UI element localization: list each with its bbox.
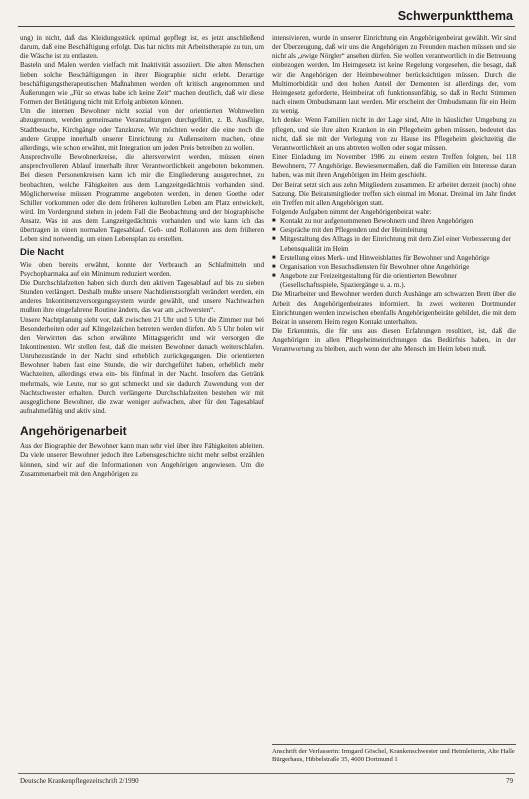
paragraph: Wie oben bereits erwähnt, konnte der Verbrauch an Schlafmitteln und Psychopharmaka auf ein Minimum reduziert werden. <box>20 260 264 278</box>
list-item: ■ Erstellung eines Merk- und Hinweisblattes für Bewohner und Angehörige <box>272 254 516 263</box>
author-address: Anschrift der Verfasserin: Irmgard Göschel, Krankenschwester und Heimleiterin, Alte Halle Bürgerhaus, Hibbelstraße 35, 4600 Dortmund 1 <box>272 744 516 765</box>
paragraph: Folgende Aufgaben nimmt der Angehörigenbeirat wahr: <box>272 207 432 216</box>
footer-rule <box>18 773 515 774</box>
list-item: ■ Organisation von Besuchsdiensten für Bewohner ohne Angehörige <box>272 263 516 272</box>
left-column <box>20 34 264 479</box>
page-number: 79 <box>506 777 513 785</box>
paragraph: Die Durchschlafzeiten haben sich durch den aktiven Tagesablauf auf bis zu sieben Stunden verlängert. Deshalb mußte unsere Nachtdienstsorgfalt verändert werden, ein anderes Inkontinenzversorgungssystem wurde gewählt, und unsere Nachtwachen mußten ihre eingefahrene Routine ändern, das war am „schwersten“. <box>20 278 264 315</box>
heading-die-nacht: Die Nacht <box>20 246 64 258</box>
list-item: ■ Angebote zur Freizeitgestaltung für die orientierten Bewohner (Gesellschaftsspiele, Spaziergänge u. a. m.). <box>272 272 516 290</box>
paragraph: Einer Einladung im November 1986 zu einem ersten Treffen folgten, bei 118 Bewohnern, 77 Angehörige. Bewiesenermaßen, daß die Familien ein Interesse daran haben, was mit ihren Angehörigen im Heim geschieht. <box>272 153 516 180</box>
paragraph: ung) in nicht, daß das Kleidungsstück optimal gepflegt ist, es jetzt anschließend darum, daß eine Beschäftigung erfolgt. Das hat nichts mit Arbeitstherapie zu tun, um die Wäsche ist zu entlasten. <box>20 34 264 61</box>
list-item: ■ Kontakt zu nur aufgenommenen Bewohnern und ihren Angehörigen <box>272 217 516 226</box>
paragraph: Aus der Biographie der Bewohner kann man sehr viel über ihre Fähigkeiten ableiten. Da viele unserer Bewohner jedoch ihre Lebensgeschichte nicht mehr selbst erzählen können, sind wir auf die Informationen von Angehörigen angewiesen. Um die Zusammenarbeit mit den Angehörigen zu <box>20 442 264 478</box>
heading-angehoerigenarbeit: Angehörigenarbeit <box>20 424 127 439</box>
paragraph: Unsere Nachtplanung sieht vor, daß zwischen 21 Uhr und 5 Uhr die Zimmer nur bei Besonderheiten oder auf Klingelzeichen betreten werden dürfen. Ab 5 Uhr holen wir den Verwirrten das schon erwähnte Mittagsgericht und wir versorgen die Inkontinenten. Wir stellen fest, daß die meisten Bewohner danach weiterschlafen. Unruhezustände in der Nacht sind erheblich zurückgegangen. Die orientierten Bewohner haben fast eine Stunde, die wir durchgeführt haben, erheblich mehr Wachzeiten, allerdings etwa ein- bis fünfmal in der Nacht. Insofern das Getränk mehrmals, wie Leute, nur so gut schmeckt und sie dadurch Zuwendung von der Nachtschwester erhalten. Durch verlängerte Durchschlafzeiten bestehen wir mit ausgeglichene Bewohner, die zwar weniger aufwachen, aber für den Tagesablauf aufnahmefähig und aktiv sind. <box>20 315 264 416</box>
header-rule <box>18 26 515 27</box>
section-title: Schwerpunktthema <box>397 9 513 23</box>
paragraph: Ansprechvolle Bewohnerkreise, die altersverwirrt werden, müssen einen ansprechvolleren Ablauf innerhalb ihrer Verantwortlichkeit angeboten bekommen. Bei diesen Personenkreisen kann ich mir die Eingliederung ausgerechnet, zu beobachten, welche Fähigkeiten aus dem Langzeitgedächtnis vorhanden sind. Möglicherweise müssen Programme angeboten werden, in denen Goethe oder Schiller vorkommen oder die dem früheren kulturellen Leben am Platz entwickelt, wird. Im Vordergrund stehen in jedem Fall die Beobachtung und der biographische Ansatz. Was ist aus dem Langzeitgedächtnis vorhanden und wie kann ich das übertragen in einen normalen Tagesablauf. Geh- und Rollatoren aus dem früheren Leben sind notwendig, um einen Lebensplan zu erstellen. <box>20 153 264 244</box>
list-item: ■ Gespräche mit den Pflegenden und der Heimleitung <box>272 226 516 235</box>
paragraph: intensivieren, wurde in unserer Einrichtung ein Angehörigenbeirat gewählt. Wir sind der Überzeugung, daß wir uns die Angehörigen zu Freunden machen müssen und sie nicht als „ewige Nörgler“ ansehen dürfen. Sie wollen verantwortlich in die Betreuung einbezogen werden. Im Heimgesetz ist keine Regelung vorgesehen, die besagt, daß wir die Angehörigen der Heimbewohner berücksichtigen müssen. Durch die Multimorbidität und den hohen Anteil der Dementen ist allerdings der, vom Heimgesetz geforderte, Heimbeirat oft funktionsunfähig, so daß in Recht Stimmen nach einem Ombudsmann laut werden. Mir erscheint der Ombudsmann für ein Heim zu wenig. <box>272 34 516 116</box>
paragraph: Die Erkenntnis, die für uns aus diesen Erfahrungen resultiert, ist, daß die Angehörigen in allen Pflegeheimeinrichtungen das Bedürfnis haben, in der Verantwortung zu bleiben, auch wenn der alte Mensch im Heim leben muß. <box>272 327 516 354</box>
paragraph: Ich denke: Wenn Familien nicht in der Lage sind, Alte in häuslicher Umgebung zu pflegen, und sie ihre alten Kranken in ein Pflegeheim geben müssen, bedeutet das nicht, daß sie mit der Verlegung von zu Hause ins Pflegeheim gleichzeitig die Verantwortlichkeit an uns abtreten wollen oder sogar müssen. <box>272 116 516 152</box>
list-item: ■ Mitgestaltung des Alltags in der Einrichtung mit dem Ziel einer Verbesserung der Lebensqualität im Heim <box>272 235 516 253</box>
paragraph: Um die internen Bewohner nicht sozial von der orientierten Wohnwelten abzugrenzen, werden gemeinsame Veranstaltungen durchgeführt, z. B. Ausflüge, Stadtbesuche, Kirchgänge oder Tanzkurse. Wir möchten weder die eine noch die andere Gruppe innerhalb unserer Einrichtung zu Außenseitern machen, ohne allerdings, wie schon erwähnt, mit Integration um jeden Preis betreiben zu wollen. <box>20 107 264 152</box>
paragraph: Basteln und Malen werden vielfach mit Inaktivität assoziiert. Die alten Menschen lieben solche Beschäftigungen in ihrer Biographie nicht erlebt. Derartige beschäftigungstherapeutischen Maßnahmen werden oft kritisch angenommen und Äußerungen wie „Für so etwas habe ich keine Zeit“ machen deutlich, daß wir diese Formen der Betätigung nicht mit Erfolg anbieten können. <box>20 61 264 107</box>
journal-citation: Deutsche Krankenpflegezeitschrift 2/1990 <box>20 777 139 785</box>
task-list <box>272 217 516 290</box>
paragraph: Der Beirat setzt sich aus zehn Mitgliedern zusammen. Er arbeitet derzeit (noch) ohne Satzung. Die Beiratsmitglieder treffen sich einmal im Monat. Dreimal im Jahr findet ein Treffen mit allen Angehörigen statt. <box>272 180 516 207</box>
paragraph: Die Mitarbeiter und Bewohner werden durch Aushänge am schwarzen Brett über die Arbeit des Angehörigenbeirates informiert. In zwei weiteren Dortmunder Einrichtungen werden inzwischen ebenfalls Angehörigenbeiräte gebildet, die mit dem Beirat in unserem Heim regen Kontakt unterhalten. <box>272 290 516 326</box>
right-column <box>272 34 516 354</box>
